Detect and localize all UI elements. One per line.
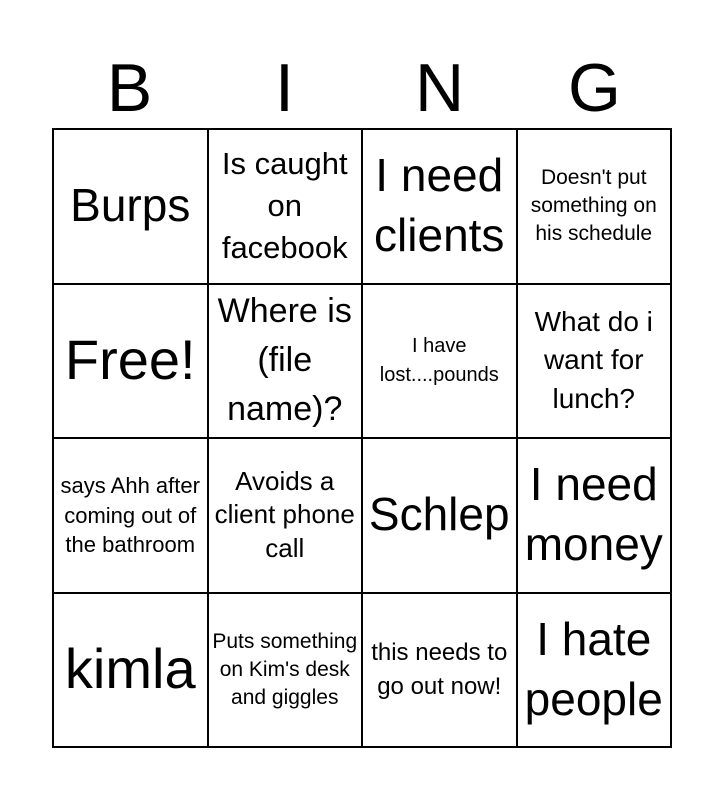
bingo-cell[interactable]: Avoids a client phone call: [208, 438, 363, 593]
header-letter-n: N: [414, 50, 465, 126]
bingo-cell[interactable]: I have lost....pounds: [362, 284, 517, 439]
bingo-cell[interactable]: Doesn't put something on his schedule: [517, 129, 672, 284]
bingo-cell[interactable]: I need clients: [362, 129, 517, 284]
bingo-cell[interactable]: this needs to go out now!: [362, 593, 517, 748]
bingo-cell[interactable]: Puts something on Kim's desk and giggles: [208, 593, 363, 748]
header-letter-g: G: [568, 50, 621, 126]
bingo-card-grid: [52, 128, 672, 748]
bingo-cell[interactable]: I hate people: [517, 593, 672, 748]
bingo-cell[interactable]: kimla: [53, 593, 208, 748]
bingo-cell[interactable]: Schlep: [362, 438, 517, 593]
bingo-cell[interactable]: What do i want for lunch?: [517, 284, 672, 439]
bingo-cell-free[interactable]: Free!: [53, 284, 208, 439]
header-letter-b: B: [106, 50, 153, 126]
bingo-cell[interactable]: Where is (file name)?: [208, 284, 363, 439]
bingo-cell[interactable]: I need money: [517, 438, 672, 593]
bingo-cell[interactable]: Is caught on facebook: [208, 129, 363, 284]
bingo-cell[interactable]: Burps: [53, 129, 208, 284]
bingo-header: [52, 48, 672, 128]
header-letter-i: I: [275, 50, 294, 126]
bingo-cell[interactable]: says Ahh after coming out of the bathroom: [53, 438, 208, 593]
